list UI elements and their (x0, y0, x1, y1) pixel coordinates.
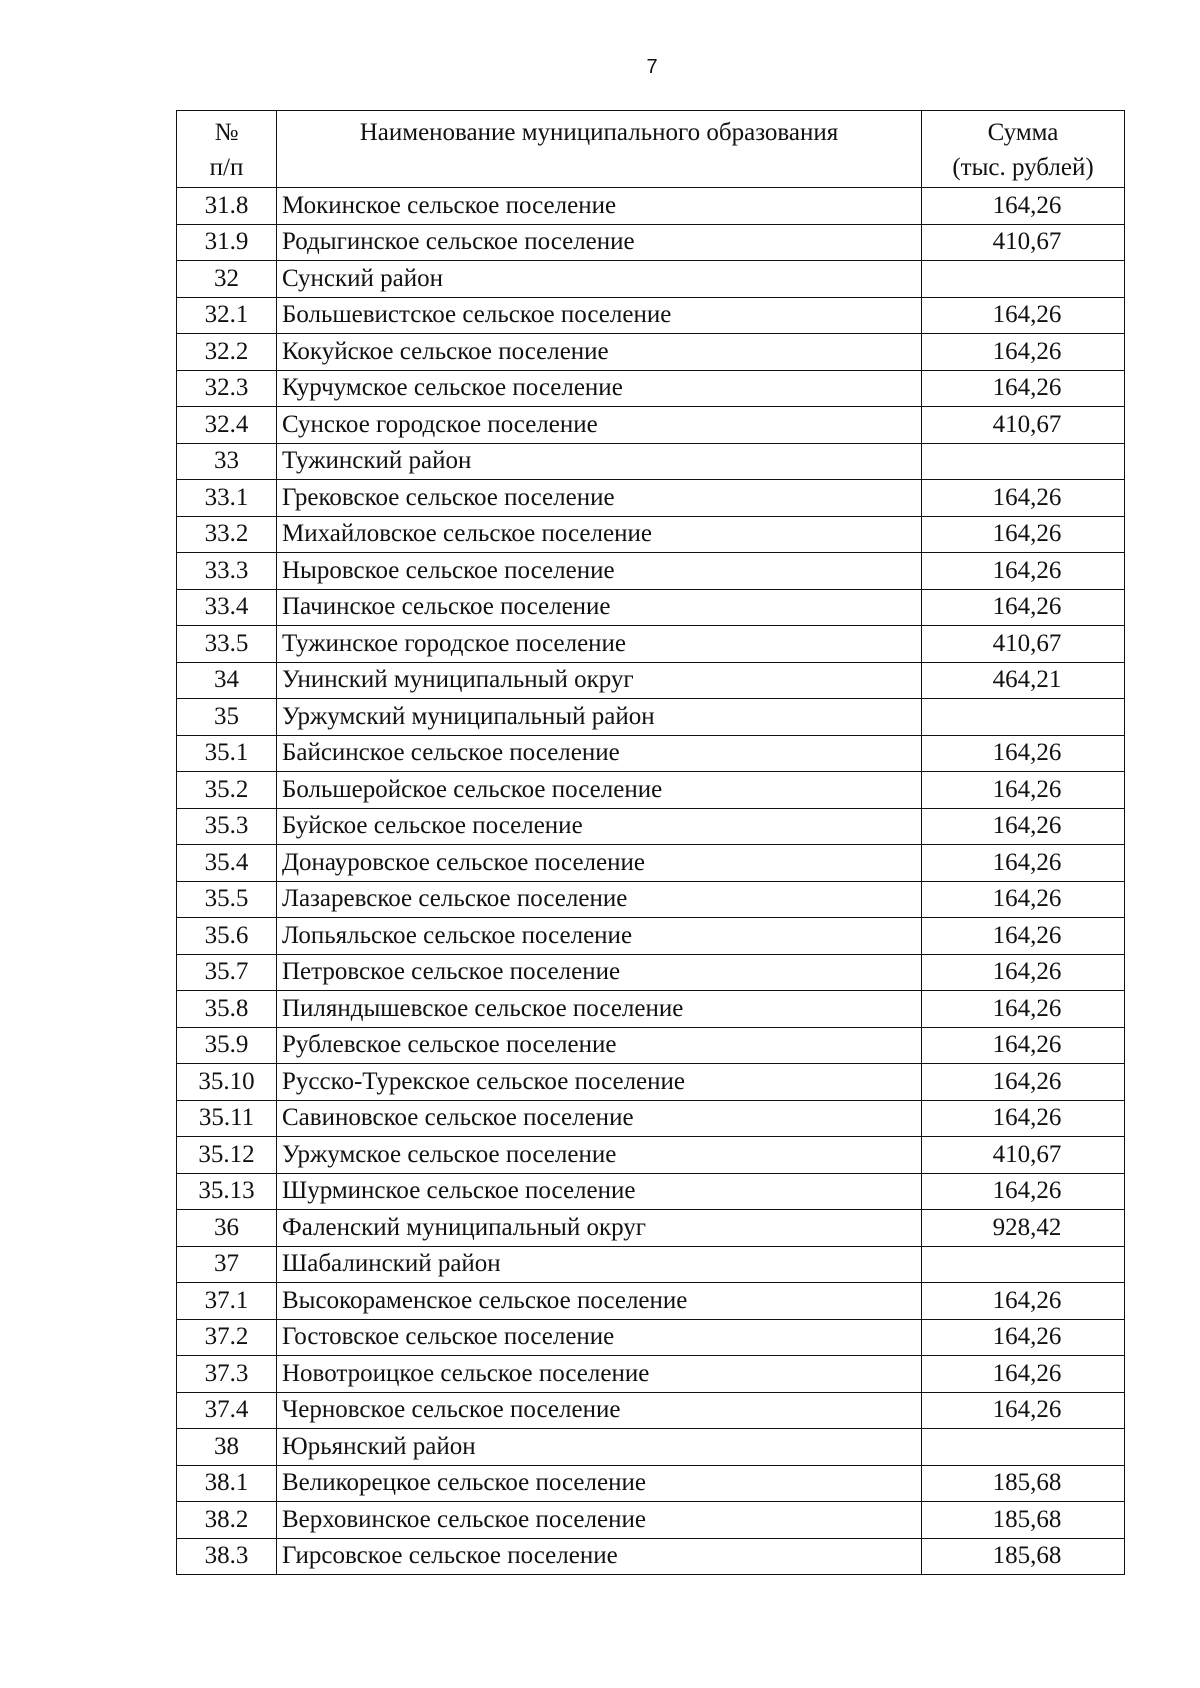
table-row (177, 772, 1125, 809)
table-row (177, 297, 1125, 334)
row-number-cell: 33.2 (177, 516, 277, 553)
sum-cell: 928,42 (922, 1210, 1125, 1247)
municipality-name-cell: Лазаревское сельское поселение (277, 881, 922, 918)
row-number-cell: 32 (177, 261, 277, 298)
table-row (177, 991, 1125, 1028)
row-number-cell: 37.3 (177, 1356, 277, 1393)
row-number-cell: 35.5 (177, 881, 277, 918)
municipality-name-cell: Рублевское сельское поселение (277, 1027, 922, 1064)
row-number-cell: 35.3 (177, 808, 277, 845)
table-body (177, 188, 1125, 1575)
municipal-sums-table (176, 110, 1125, 1575)
municipality-name-cell: Донауровское сельское поселение (277, 845, 922, 882)
sum-cell: 164,26 (922, 1064, 1125, 1101)
sum-cell: 164,26 (922, 881, 1125, 918)
row-number-cell: 38.1 (177, 1465, 277, 1502)
municipality-name-cell: Родыгинское сельское поселение (277, 224, 922, 261)
row-number-cell: 33.5 (177, 626, 277, 663)
municipality-name-cell: Тужинский район (277, 443, 922, 480)
sum-cell (922, 1429, 1125, 1466)
sum-cell: 164,26 (922, 808, 1125, 845)
page-number: 7 (646, 56, 658, 78)
table-row (177, 1465, 1125, 1502)
municipality-name-cell: Большевистское сельское поселение (277, 297, 922, 334)
municipality-name-cell: Великорецкое сельское поселение (277, 1465, 922, 1502)
sum-cell: 164,26 (922, 991, 1125, 1028)
municipality-name-cell: Уржумское сельское поселение (277, 1137, 922, 1174)
table-row (177, 1538, 1125, 1575)
municipality-name-cell: Курчумское сельское поселение (277, 370, 922, 407)
table-row (177, 516, 1125, 553)
row-number-cell: 37.4 (177, 1392, 277, 1429)
row-number-cell: 38.2 (177, 1502, 277, 1539)
header-number-line-2: п/п (209, 154, 244, 181)
row-number-cell: 33.3 (177, 553, 277, 590)
table-row (177, 881, 1125, 918)
row-number-cell: 34 (177, 662, 277, 699)
sum-cell (922, 699, 1125, 736)
municipality-name-cell: Юрьянский район (277, 1429, 922, 1466)
row-number-cell: 32.3 (177, 370, 277, 407)
municipality-name-cell: Михайловское сельское поселение (277, 516, 922, 553)
row-number-cell: 32.4 (177, 407, 277, 444)
municipality-name-cell: Шурминское сельское поселение (277, 1173, 922, 1210)
header-row (177, 111, 1125, 188)
sum-cell: 164,26 (922, 1283, 1125, 1320)
municipality-name-cell: Верховинское сельское поселение (277, 1502, 922, 1539)
row-number-cell: 35.13 (177, 1173, 277, 1210)
row-number-cell: 35.8 (177, 991, 277, 1028)
sum-cell (922, 1246, 1125, 1283)
table-row (177, 224, 1125, 261)
header-municipality-name: Наименование муниципального образования (277, 111, 922, 188)
sum-cell: 164,26 (922, 735, 1125, 772)
municipality-name-cell: Унинский муниципальный округ (277, 662, 922, 699)
municipality-name-cell: Мокинское сельское поселение (277, 188, 922, 225)
table-row (177, 1356, 1125, 1393)
sum-cell: 164,26 (922, 1027, 1125, 1064)
table-row (177, 954, 1125, 991)
municipality-name-cell: Черновское сельское поселение (277, 1392, 922, 1429)
row-number-cell: 32.2 (177, 334, 277, 371)
header-sum-line-2: (тыс. рублей) (952, 154, 1094, 181)
row-number-cell: 31.9 (177, 224, 277, 261)
sum-cell: 410,67 (922, 224, 1125, 261)
municipality-name-cell: Тужинское городское поселение (277, 626, 922, 663)
municipality-name-cell: Сунское городское поселение (277, 407, 922, 444)
row-number-cell: 35.6 (177, 918, 277, 955)
sum-cell: 164,26 (922, 297, 1125, 334)
row-number-cell: 35 (177, 699, 277, 736)
row-number-cell: 38 (177, 1429, 277, 1466)
municipality-name-cell: Русско-Турекское сельское поселение (277, 1064, 922, 1101)
row-number-cell: 38.3 (177, 1538, 277, 1575)
table-row (177, 1429, 1125, 1466)
table-row (177, 699, 1125, 736)
sum-cell: 164,26 (922, 480, 1125, 517)
municipality-name-cell: Пачинское сельское поселение (277, 589, 922, 626)
table-row (177, 480, 1125, 517)
row-number-cell: 35.12 (177, 1137, 277, 1174)
table-row (177, 370, 1125, 407)
sum-cell: 164,26 (922, 334, 1125, 371)
row-number-cell: 35.2 (177, 772, 277, 809)
row-number-cell: 33.4 (177, 589, 277, 626)
header-number (177, 111, 277, 188)
sum-cell: 164,26 (922, 1356, 1125, 1393)
municipality-name-cell: Лопьяльское сельское поселение (277, 918, 922, 955)
sum-cell: 185,68 (922, 1502, 1125, 1539)
table-row (177, 1064, 1125, 1101)
sum-cell: 410,67 (922, 407, 1125, 444)
row-number-cell: 35.1 (177, 735, 277, 772)
municipality-name-cell: Ныровское сельское поселение (277, 553, 922, 590)
municipality-name-cell: Грековское сельское поселение (277, 480, 922, 517)
table-header (177, 111, 1125, 188)
table-row (177, 1502, 1125, 1539)
sum-cell: 185,68 (922, 1538, 1125, 1575)
municipality-name-cell: Кокуйское сельское поселение (277, 334, 922, 371)
table-row (177, 735, 1125, 772)
sum-cell: 164,26 (922, 1100, 1125, 1137)
table-row (177, 845, 1125, 882)
table-row (177, 553, 1125, 590)
table-row (177, 407, 1125, 444)
table-row (177, 626, 1125, 663)
table-row (177, 1246, 1125, 1283)
municipality-name-cell: Уржумский муниципальный район (277, 699, 922, 736)
municipality-name-cell: Буйское сельское поселение (277, 808, 922, 845)
table-row (177, 1173, 1125, 1210)
municipality-name-cell: Фаленский муниципальный округ (277, 1210, 922, 1247)
header-sum (922, 111, 1125, 188)
sum-cell: 410,67 (922, 1137, 1125, 1174)
table-row (177, 1137, 1125, 1174)
sum-cell: 164,26 (922, 845, 1125, 882)
table-row (177, 1319, 1125, 1356)
sum-cell: 164,26 (922, 516, 1125, 553)
table-row (177, 1027, 1125, 1064)
municipality-name-cell: Большеройское сельское поселение (277, 772, 922, 809)
municipality-name-cell: Высокораменское сельское поселение (277, 1283, 922, 1320)
table-row (177, 1210, 1125, 1247)
municipality-name-cell: Гирсовское сельское поселение (277, 1538, 922, 1575)
table-row (177, 261, 1125, 298)
row-number-cell: 35.11 (177, 1100, 277, 1137)
municipality-name-cell: Савиновское сельское поселение (277, 1100, 922, 1137)
table-row (177, 918, 1125, 955)
sum-cell: 164,26 (922, 553, 1125, 590)
sum-cell: 164,26 (922, 772, 1125, 809)
municipality-name-cell: Пиляндышевское сельское поселение (277, 991, 922, 1028)
row-number-cell: 35.10 (177, 1064, 277, 1101)
municipality-name-cell: Байсинское сельское поселение (277, 735, 922, 772)
municipality-name-cell: Гостовское сельское поселение (277, 1319, 922, 1356)
row-number-cell: 37 (177, 1246, 277, 1283)
sum-cell (922, 443, 1125, 480)
table-row (177, 589, 1125, 626)
header-sum-line-1: Сумма (987, 119, 1059, 146)
table-row (177, 443, 1125, 480)
row-number-cell: 37.1 (177, 1283, 277, 1320)
table-row (177, 662, 1125, 699)
sum-cell (922, 261, 1125, 298)
municipality-name-cell: Шабалинский район (277, 1246, 922, 1283)
municipality-name-cell: Новотроицкое сельское поселение (277, 1356, 922, 1393)
row-number-cell: 36 (177, 1210, 277, 1247)
row-number-cell: 31.8 (177, 188, 277, 225)
row-number-cell: 35.9 (177, 1027, 277, 1064)
table-row (177, 1283, 1125, 1320)
sum-cell: 410,67 (922, 626, 1125, 663)
sum-cell: 464,21 (922, 662, 1125, 699)
sum-cell: 164,26 (922, 1319, 1125, 1356)
table-row (177, 1100, 1125, 1137)
table-row (177, 334, 1125, 371)
table-row (177, 1392, 1125, 1429)
sum-cell: 164,26 (922, 1173, 1125, 1210)
sum-cell: 164,26 (922, 370, 1125, 407)
table-row (177, 188, 1125, 225)
row-number-cell: 37.2 (177, 1319, 277, 1356)
municipality-name-cell: Петровское сельское поселение (277, 954, 922, 991)
sum-cell: 164,26 (922, 188, 1125, 225)
row-number-cell: 33 (177, 443, 277, 480)
sum-cell: 164,26 (922, 954, 1125, 991)
table-row (177, 808, 1125, 845)
row-number-cell: 35.4 (177, 845, 277, 882)
row-number-cell: 32.1 (177, 297, 277, 334)
sum-cell: 164,26 (922, 1392, 1125, 1429)
row-number-cell: 35.7 (177, 954, 277, 991)
header-number-line-1: № (214, 119, 239, 146)
sum-cell: 164,26 (922, 589, 1125, 626)
sum-cell: 164,26 (922, 918, 1125, 955)
municipality-name-cell: Сунский район (277, 261, 922, 298)
sum-cell: 185,68 (922, 1465, 1125, 1502)
row-number-cell: 33.1 (177, 480, 277, 517)
